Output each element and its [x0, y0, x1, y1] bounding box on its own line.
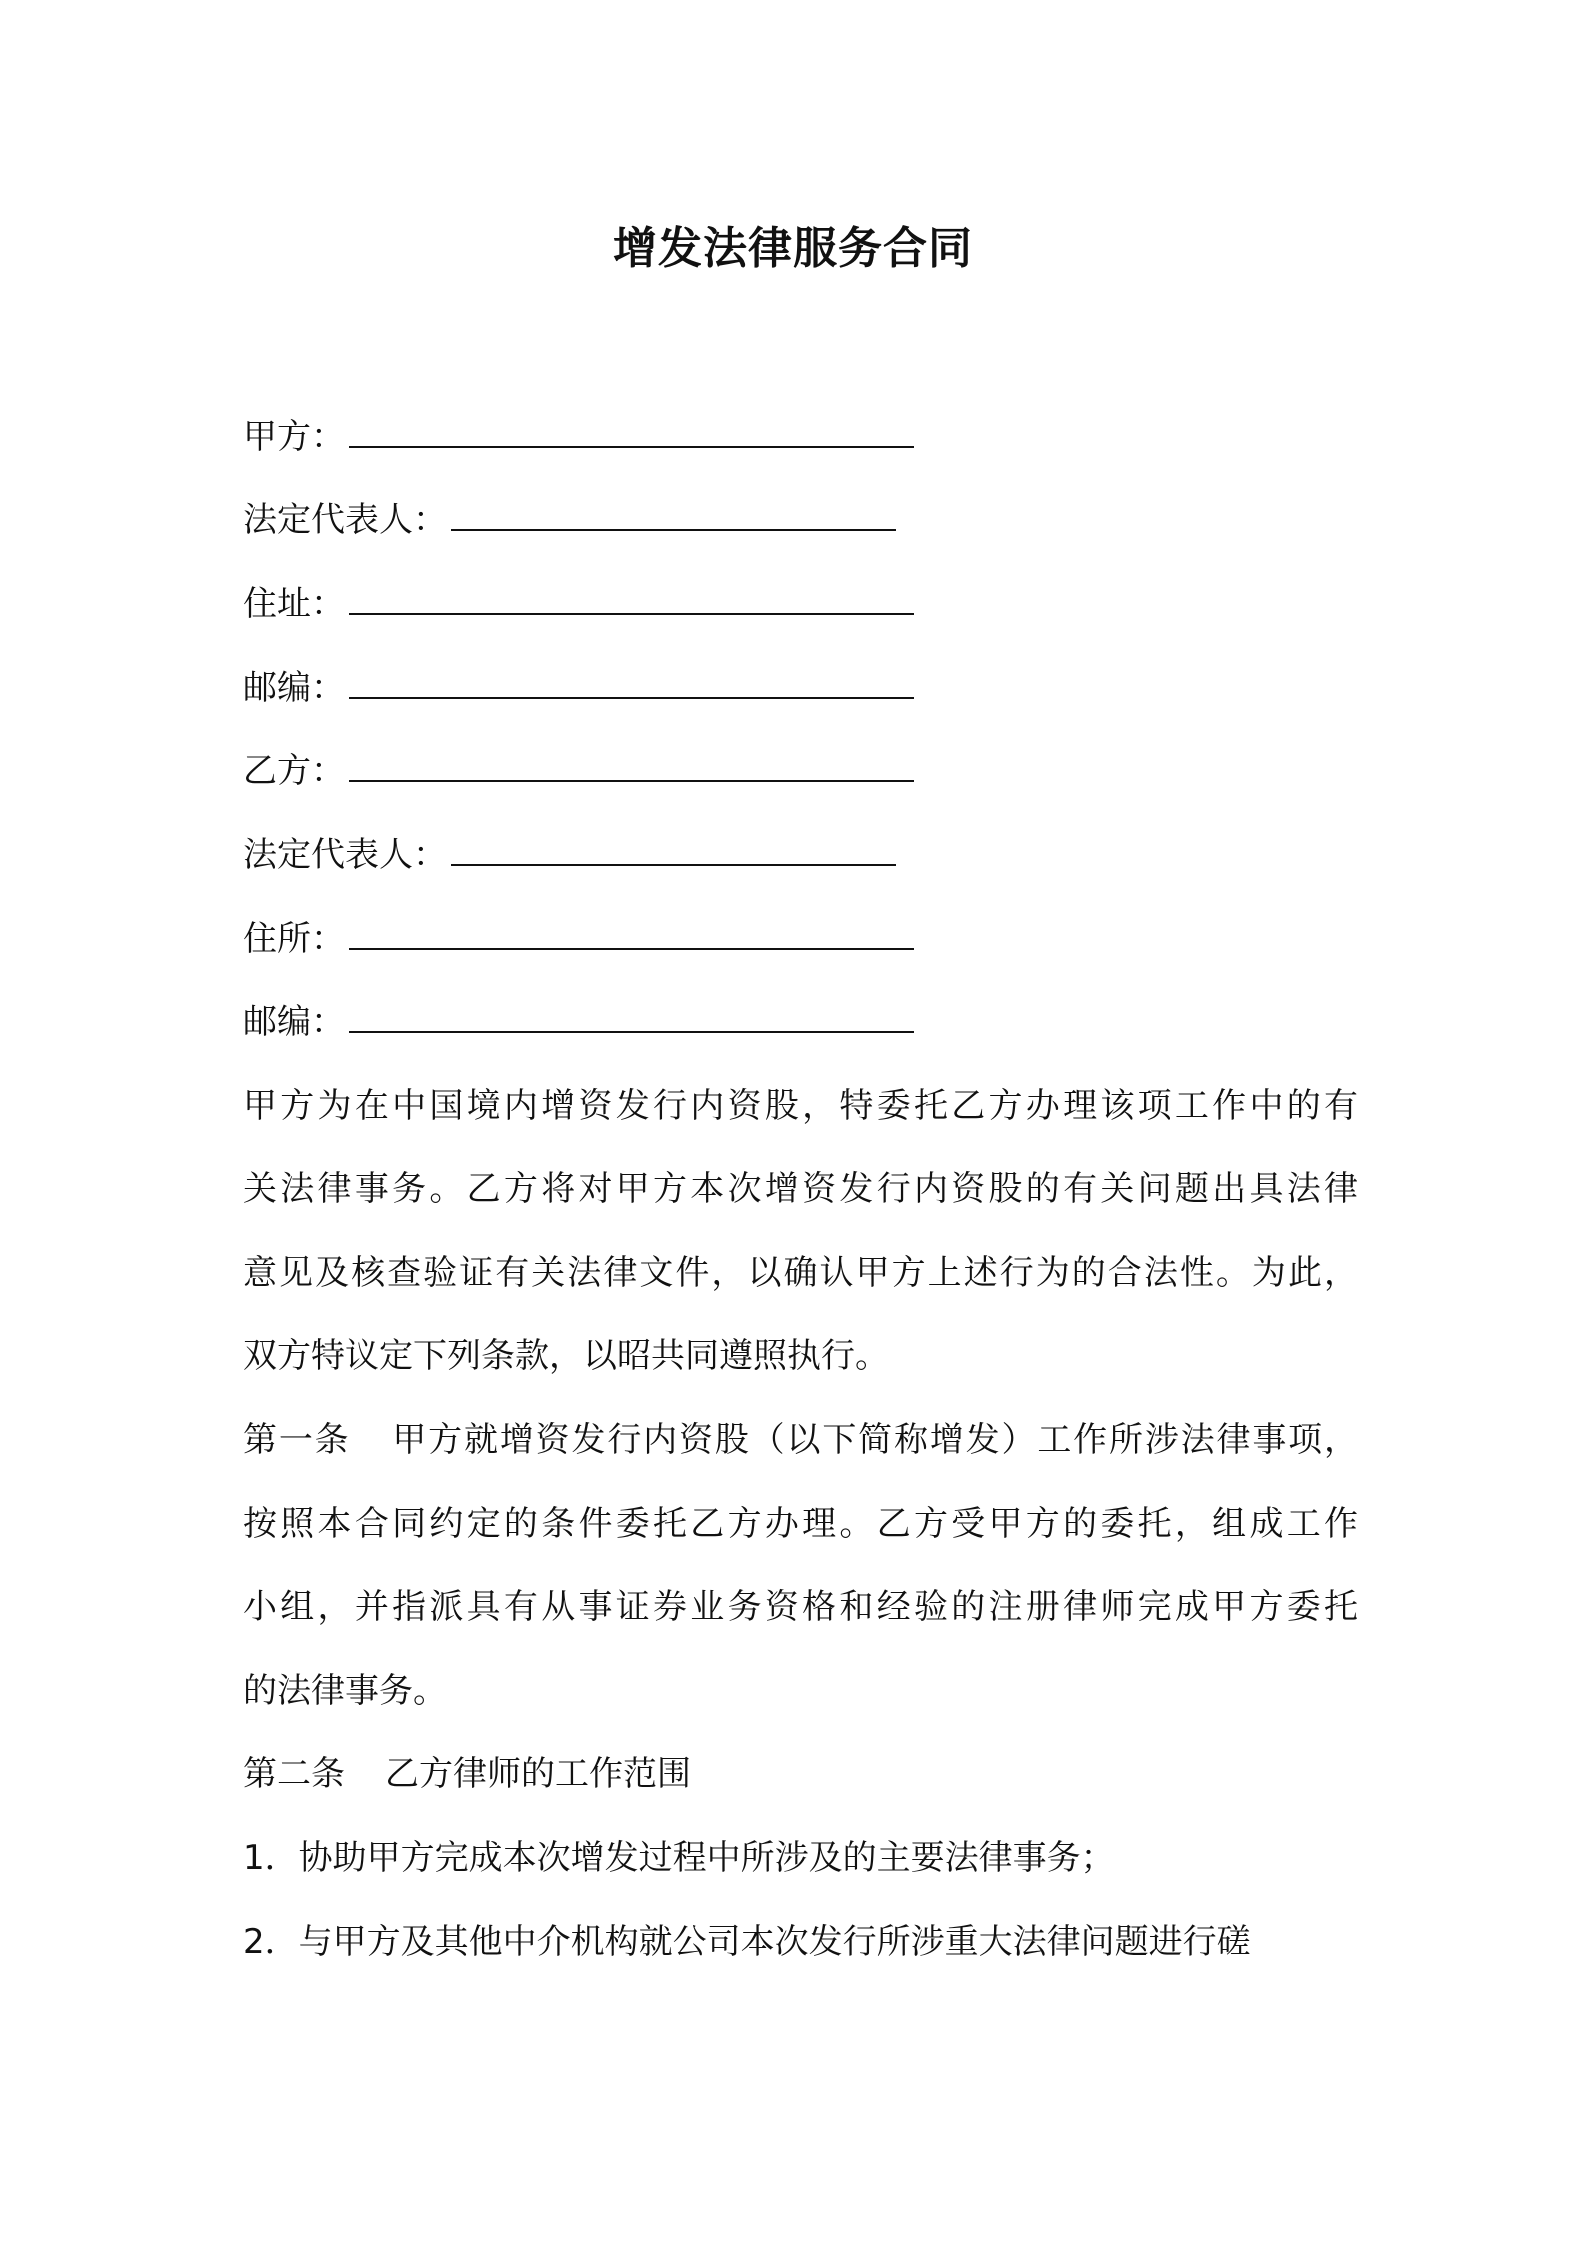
fill-in-blank[interactable]: [349, 583, 914, 615]
field-label: 法定代表人：: [243, 835, 447, 875]
article-2-heading: 第二条: [243, 1754, 345, 1794]
article-2-title: 乙方律师的工作范围: [385, 1754, 691, 1794]
intro-paragraph-line: 双方特议定下列条款，以昭共同遵照执行。: [243, 1336, 889, 1376]
field-party-b: [243, 749, 914, 793]
fill-in-blank[interactable]: [349, 416, 914, 448]
article-1-line: 的法律事务。: [243, 1671, 447, 1711]
field-label: 邮编：: [243, 668, 345, 708]
field-party-b-postcode: [243, 1000, 914, 1044]
article-2-heading-line: [243, 1752, 691, 1796]
article-2-item: 2．与甲方及其他中介机构就公司本次发行所涉重大法律问题进行磋: [243, 1922, 1251, 1962]
intro-paragraph-line: 意见及核查验证有关法律文件，以确认甲方上述行为的合法性。为此，: [243, 1253, 1358, 1293]
field-party-a-postcode: [243, 666, 914, 710]
fill-in-blank[interactable]: [349, 750, 914, 782]
field-party-b-legal-rep: [243, 833, 896, 877]
fill-in-blank[interactable]: [451, 834, 896, 866]
fill-in-blank[interactable]: [349, 918, 914, 950]
intro-paragraph-line: 甲方为在中国境内增资发行内资股，特委托乙方办理该项工作中的有: [243, 1086, 1358, 1126]
fill-in-blank[interactable]: [451, 499, 896, 531]
field-label: 甲方：: [243, 417, 345, 457]
field-label: 法定代表人：: [243, 500, 447, 540]
article-1-first-line: [243, 1418, 1358, 1462]
field-party-a: [243, 415, 914, 459]
field-label: 住所：: [243, 919, 345, 959]
document-title: 增发法律服务合同: [613, 223, 973, 274]
article-1-line: 按照本合同约定的条件委托乙方办理。乙方受甲方的委托，组成工作: [243, 1504, 1358, 1544]
article-1-text: 甲方就增资发行内资股（以下简称增发）工作所涉法律事项，: [390, 1420, 1358, 1460]
article-1-line: 小组，并指派具有从事证券业务资格和经验的注册律师完成甲方委托: [243, 1587, 1358, 1627]
field-party-a-address: [243, 582, 914, 626]
article-2-item: 1．协助甲方完成本次增发过程中所涉及的主要法律事务；: [243, 1838, 1115, 1878]
field-party-a-legal-rep: [243, 498, 896, 542]
field-label: 住址：: [243, 584, 345, 624]
intro-paragraph-line: 关法律事务。乙方将对甲方本次增资发行内资股的有关问题出具法律: [243, 1169, 1358, 1209]
field-party-b-residence: [243, 917, 914, 961]
fill-in-blank[interactable]: [349, 667, 914, 699]
field-label: 乙方：: [243, 751, 345, 791]
fill-in-blank[interactable]: [349, 1001, 914, 1033]
article-1-heading: 第一条: [243, 1420, 351, 1460]
field-label: 邮编：: [243, 1002, 345, 1042]
